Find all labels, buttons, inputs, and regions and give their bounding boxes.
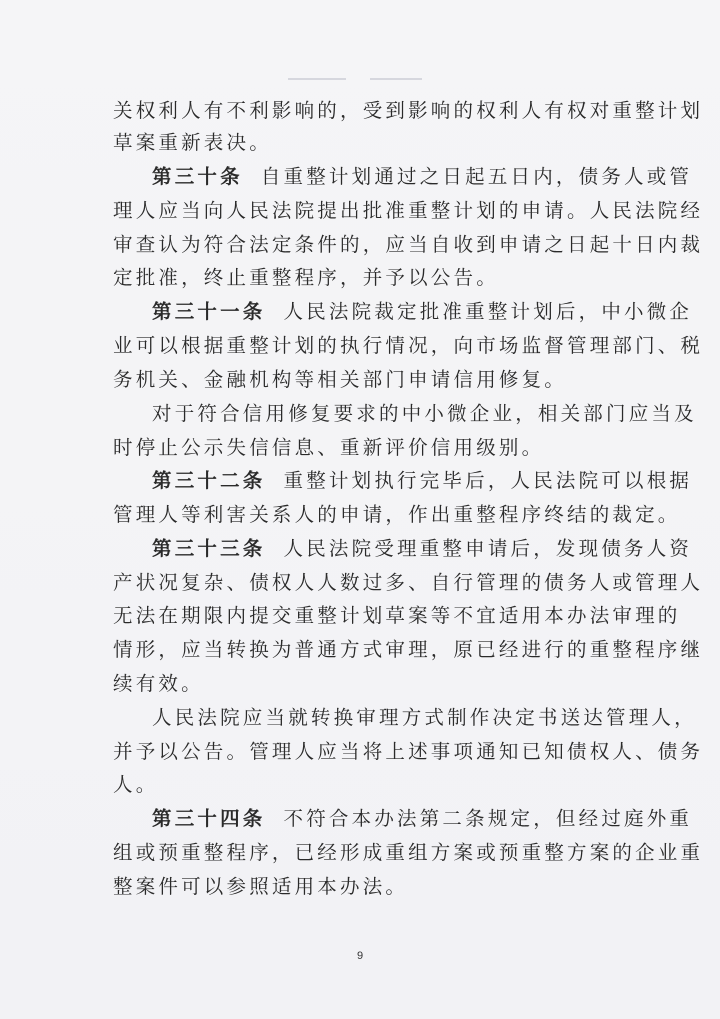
text-line: 情形，应当转换为普通方式审理，原已经进行的重整程序继 — [113, 638, 704, 661]
page-number: 9 — [356, 950, 364, 962]
text-line: 人民法院应当就转换审理方式制作决定书送达管理人， — [152, 706, 697, 729]
text-line: 草案重新表决。 — [113, 131, 272, 154]
article-30-heading: 第三十条 — [152, 165, 243, 188]
text-line: 对于符合信用修复要求的中小微企业，相关部门应当及 — [152, 402, 697, 425]
text-line: 人民法院受理重整申请后，发现债务人资 — [283, 537, 693, 560]
text-line: 整案件可以参照适用本办法。 — [113, 875, 409, 898]
text-line: 产状况复杂、债权人人数过多、自行管理的债务人或管理人 — [113, 571, 704, 594]
article-34-first-line — [152, 807, 693, 831]
text-line: 定批准，终止重整程序，并予以公告。 — [113, 266, 499, 289]
article-32-heading: 第三十二条 — [152, 469, 266, 492]
text-line: 理人应当向人民法院提出批准重整计划的申请。人民法院经 — [113, 199, 704, 222]
article-32-first-line — [152, 469, 693, 493]
text-line: 组或预重整程序，已经形成重组方案或预重整方案的企业重 — [113, 841, 704, 864]
text-line: 自重整计划通过之日起五日内，债务人或管 — [260, 165, 693, 188]
article-33-heading: 第三十三条 — [152, 537, 266, 560]
text-line: 并予以公告。管理人应当将上述事项通知已知债权人、债务 — [113, 740, 704, 763]
scan-artifact — [370, 78, 422, 80]
scan-artifact — [288, 78, 346, 80]
text-line: 续有效。 — [113, 672, 204, 695]
text-line: 无法在期限内提交重整计划草案等不宜适用本办法审理的 — [113, 604, 681, 627]
text-line: 人。 — [113, 773, 159, 796]
article-31-heading: 第三十一条 — [152, 300, 266, 323]
text-line: 重整计划执行完毕后，人民法院可以根据 — [283, 469, 693, 492]
article-30-first-line — [152, 165, 693, 189]
text-line: 人民法院裁定批准重整计划后，中小微企 — [283, 300, 693, 323]
text-line: 时停止公示失信信息、重新评价信用级别。 — [113, 436, 545, 459]
text-line: 管理人等利害关系人的申请，作出重整程序终结的裁定。 — [113, 503, 681, 526]
text-line: 关权利人有不利影响的，受到影响的权利人有权对重整计划 — [113, 99, 704, 122]
text-line: 务机关、金融机构等相关部门申请信用修复。 — [113, 368, 568, 391]
article-33-first-line — [152, 537, 693, 561]
text-line: 不符合本办法第二条规定，但经过庭外重 — [283, 807, 693, 830]
text-line: 审查认为符合法定条件的，应当自收到申请之日起十日内裁 — [113, 233, 704, 256]
text-line: 业可以根据重整计划的执行情况，向市场监督管理部门、税 — [113, 334, 704, 357]
article-34-heading: 第三十四条 — [152, 807, 266, 830]
article-31-first-line — [152, 300, 693, 324]
